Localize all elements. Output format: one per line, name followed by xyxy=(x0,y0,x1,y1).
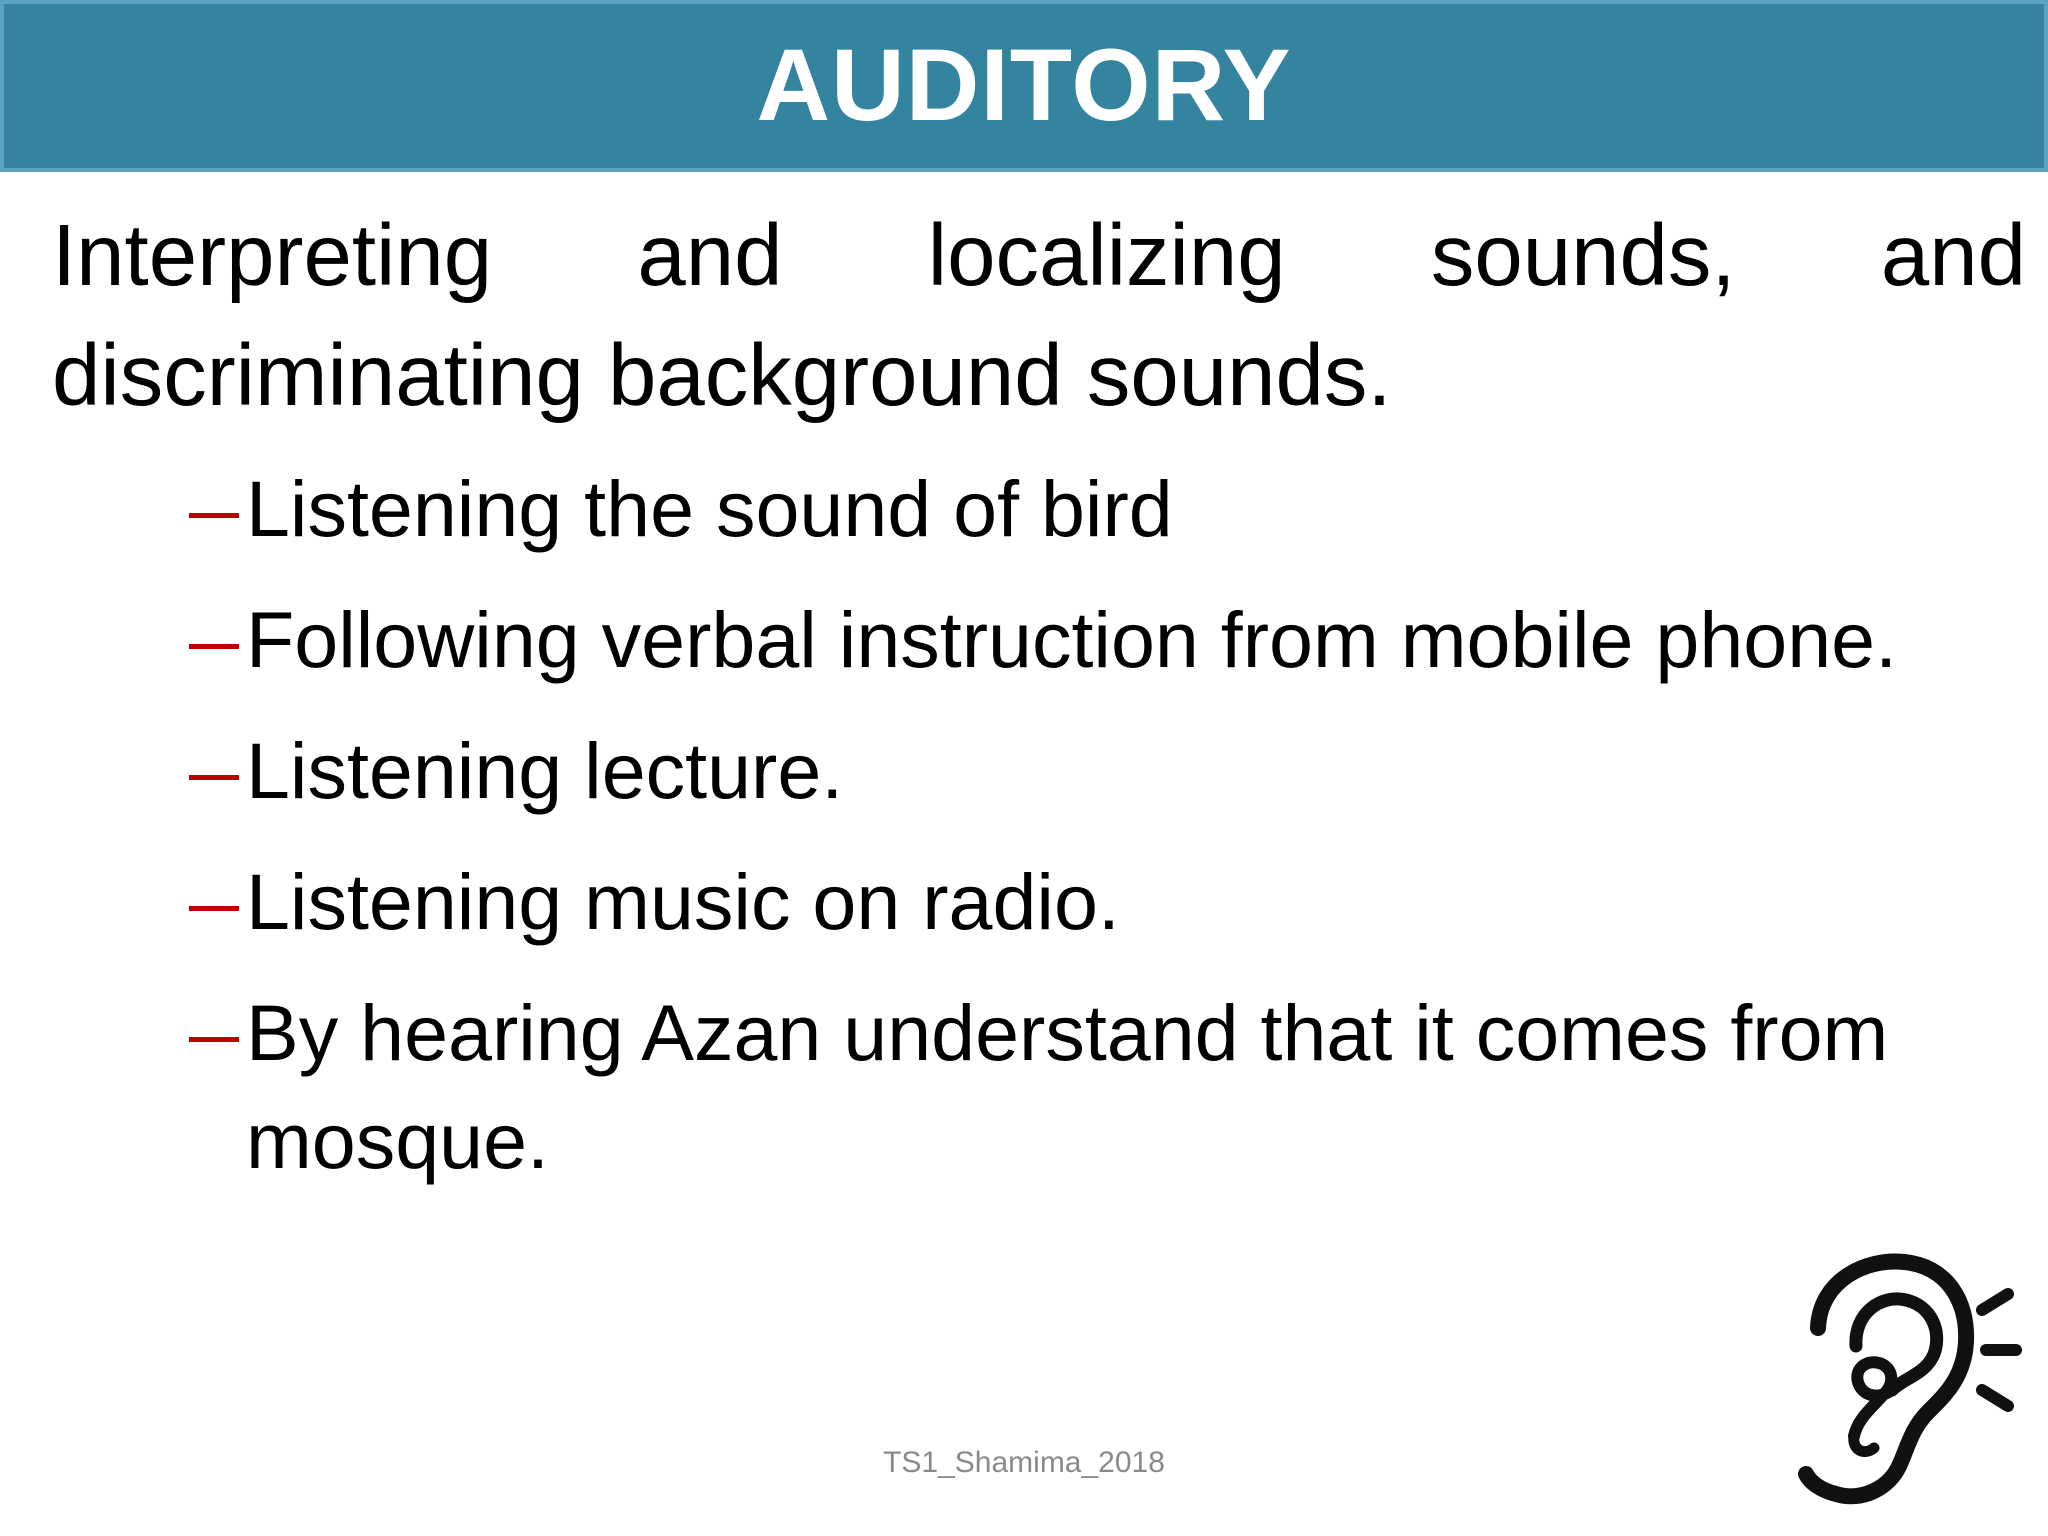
bullet-item xyxy=(186,586,2026,694)
title-bar xyxy=(0,0,2048,172)
footer-text: TS1_Shamima_2018 xyxy=(883,1446,1165,1479)
bullet-text: Listening the sound of bird xyxy=(246,464,1173,553)
slide-title: AUDITORY xyxy=(756,28,1292,142)
bullet-text: Listening lecture. xyxy=(246,726,844,815)
bullet-item xyxy=(186,848,2026,956)
intro-word: and xyxy=(637,207,783,304)
intro-word: and xyxy=(1880,207,2026,304)
bullet-item xyxy=(186,455,2026,563)
intro-paragraph xyxy=(52,196,2026,436)
bullet-text: By hearing Azan understand that it comes from mosque. xyxy=(246,988,1889,1185)
intro-word: Interpreting xyxy=(52,207,493,304)
bullet-text: Listening music on radio. xyxy=(246,857,1120,946)
bullet-list xyxy=(186,455,2026,1218)
bullet-item xyxy=(186,979,2026,1195)
intro-word: sounds, xyxy=(1430,207,1736,304)
bullet-text: Following verbal instruction from mobile phone. xyxy=(246,595,1898,684)
intro-line-1 xyxy=(52,196,2026,316)
intro-line-2: discriminating background sounds. xyxy=(52,327,1392,424)
bullet-item xyxy=(186,717,2026,825)
intro-word: localizing xyxy=(927,207,1286,304)
